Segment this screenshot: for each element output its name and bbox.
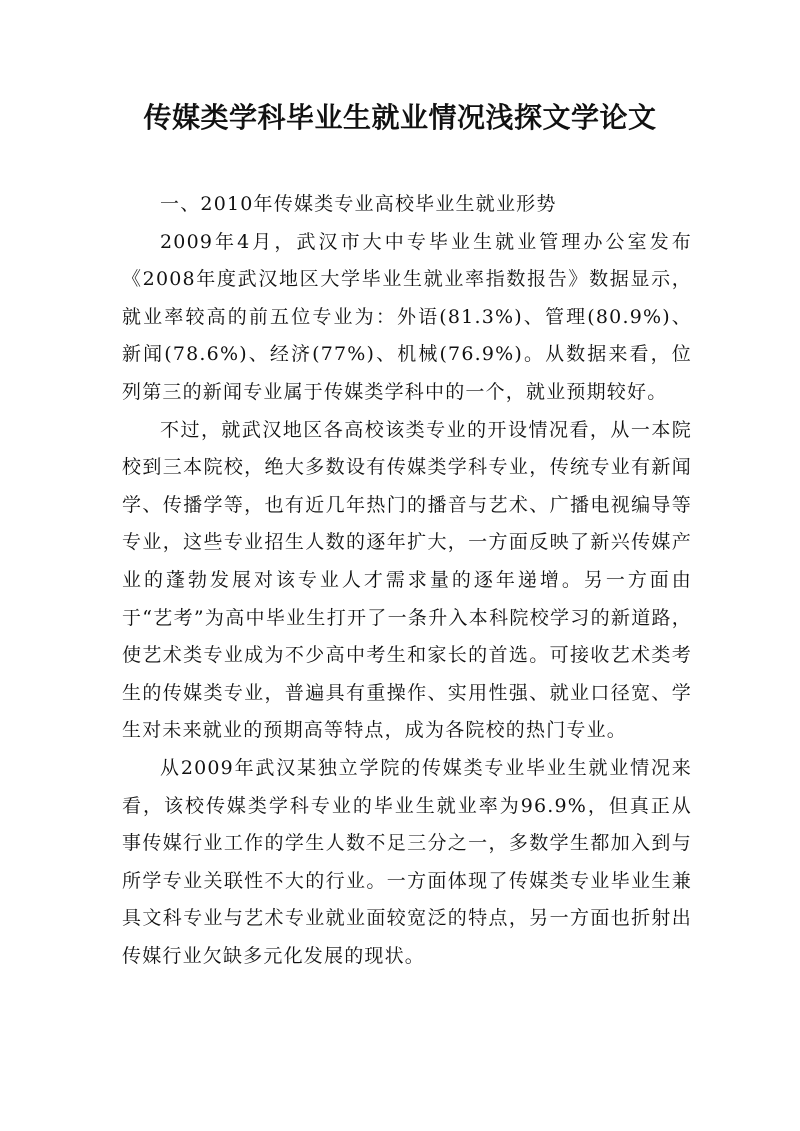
paragraph: 2009年4月，武汉市大中专毕业生就业管理办公室发布《2008年度武汉地区大学毕业生就业率指数报告》数据显示，就业率较高的前五位专业为：外语(81.3%)、管理(80.9%)、新闻(78.6%)、经济(77%)、机械(76.9%)。从数据来看，位列第三的新闻专业属于传媒类学科中的一个，就业预期较好。 xyxy=(122,230,692,403)
paragraph: 从2009年武汉某独立学院的传媒类专业毕业生就业情况来看，该校传媒类学科专业的毕业生就业率为96.9%，但真正从事传媒行业工作的学生人数不足三分之一，多数学生都加入到与所学专业关联性不大的行业。一方面体现了传媒类专业毕业生兼具文科专业与艺术专业就业面较宽泛的特点，另一方面也折射出传媒行业欠缺多元化发展的现状。 xyxy=(122,756,692,967)
paragraph: 不过，就武汉地区各高校该类专业的开设情况看，从一本院校到三本院校，绝大多数设有传媒类学科专业，传统专业有新闻学、传播学等，也有近几年热门的播音与艺术、广播电视编导等专业，这些专业招生人数的逐年扩大，一方面反映了新兴传媒产业的蓬勃发展对该专业人才需求量的逐年递增。另一方面由于“艺考”为高中毕业生打开了一条升入本科院校学习的新道路，使艺术类专业成为不少高中考生和家长的首选。可接收艺术类考生的传媒类专业，普遍具有重操作、实用性强、就业口径宽、学生对未来就业的预期高等特点，成为各院校的热门专业。 xyxy=(122,418,692,742)
document-body xyxy=(122,186,692,975)
section-heading: 一、2010年传媒类专业高校毕业生就业形势 xyxy=(160,193,557,215)
document-title: 传媒类学科毕业生就业情况浅探文学论文 xyxy=(143,101,657,134)
